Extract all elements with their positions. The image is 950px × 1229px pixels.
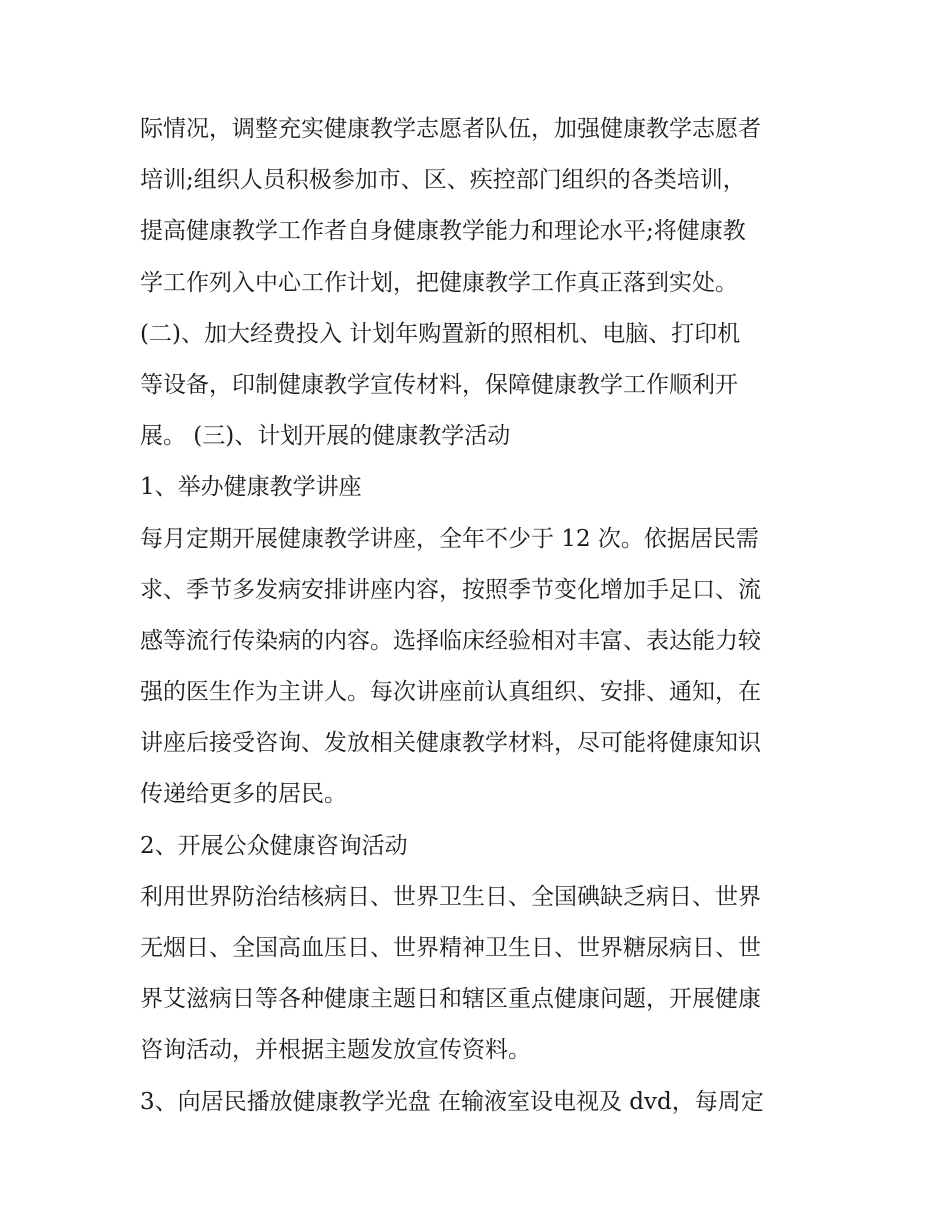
section-heading: (二)、加大经费投入 计划年购置新的照相机、电脑、打印机 [140, 320, 741, 347]
text-line: 传递给更多的居民。 [140, 781, 347, 808]
text-line: 界艾滋病日等各种健康主题日和辖区重点健康问题，开展健康 [140, 986, 761, 1013]
text-line: 每月定期开展健康教学讲座，全年不少于 12 次。依据居民需 [140, 525, 759, 552]
text-line: 无烟日、全国高血压日、世界精神卫生日、世界糖尿病日、世 [140, 935, 761, 961]
text-line: 提高健康教学工作者自身健康教学能力和理论水平;将健康教 [140, 218, 746, 245]
item-heading: 2、开展公众健康咨询活动 [140, 832, 408, 859]
text-line: 学工作列入中心工作计划，把健康教学工作真正落到实处。 [140, 269, 738, 296]
section-heading: 展。 (三)、计划开展的健康教学活动 [140, 423, 511, 450]
text-line: 咨询活动，并根据主题发放宣传资料。 [140, 1037, 531, 1064]
text-line: 强的医生作为主讲人。每次讲座前认真组织、安排、通知，在 [140, 679, 761, 706]
text-line: 际情况，调整充实健康教学志愿者队伍，加强健康教学志愿者 [140, 116, 761, 142]
text-line: 等设备，印制健康教学宣传材料，保障健康教学工作顺利开 [140, 371, 738, 398]
text-line: 利用世界防治结核病日、世界卫生日、全国碘缺乏病日、世界 [140, 883, 761, 910]
item-heading: 1、举办健康教学讲座 [140, 474, 362, 501]
text-line: 求、季节多发病安排讲座内容，按照季节变化增加手足口、流 [140, 576, 761, 603]
document-body [140, 104, 830, 1128]
text-line: 感等流行传染病的内容。选择临床经验相对丰富、表达能力较 [140, 627, 761, 654]
text-line: 讲座后接受咨询、发放相关健康教学材料，尽可能将健康知识 [140, 730, 761, 757]
text-line: 培训;组织人员积极参加市、区、疾控部门组织的各类培训， [140, 167, 746, 194]
item-heading: 3、向居民播放健康教学光盘 在输液室设电视及 dvd，每周定 [140, 1088, 764, 1115]
